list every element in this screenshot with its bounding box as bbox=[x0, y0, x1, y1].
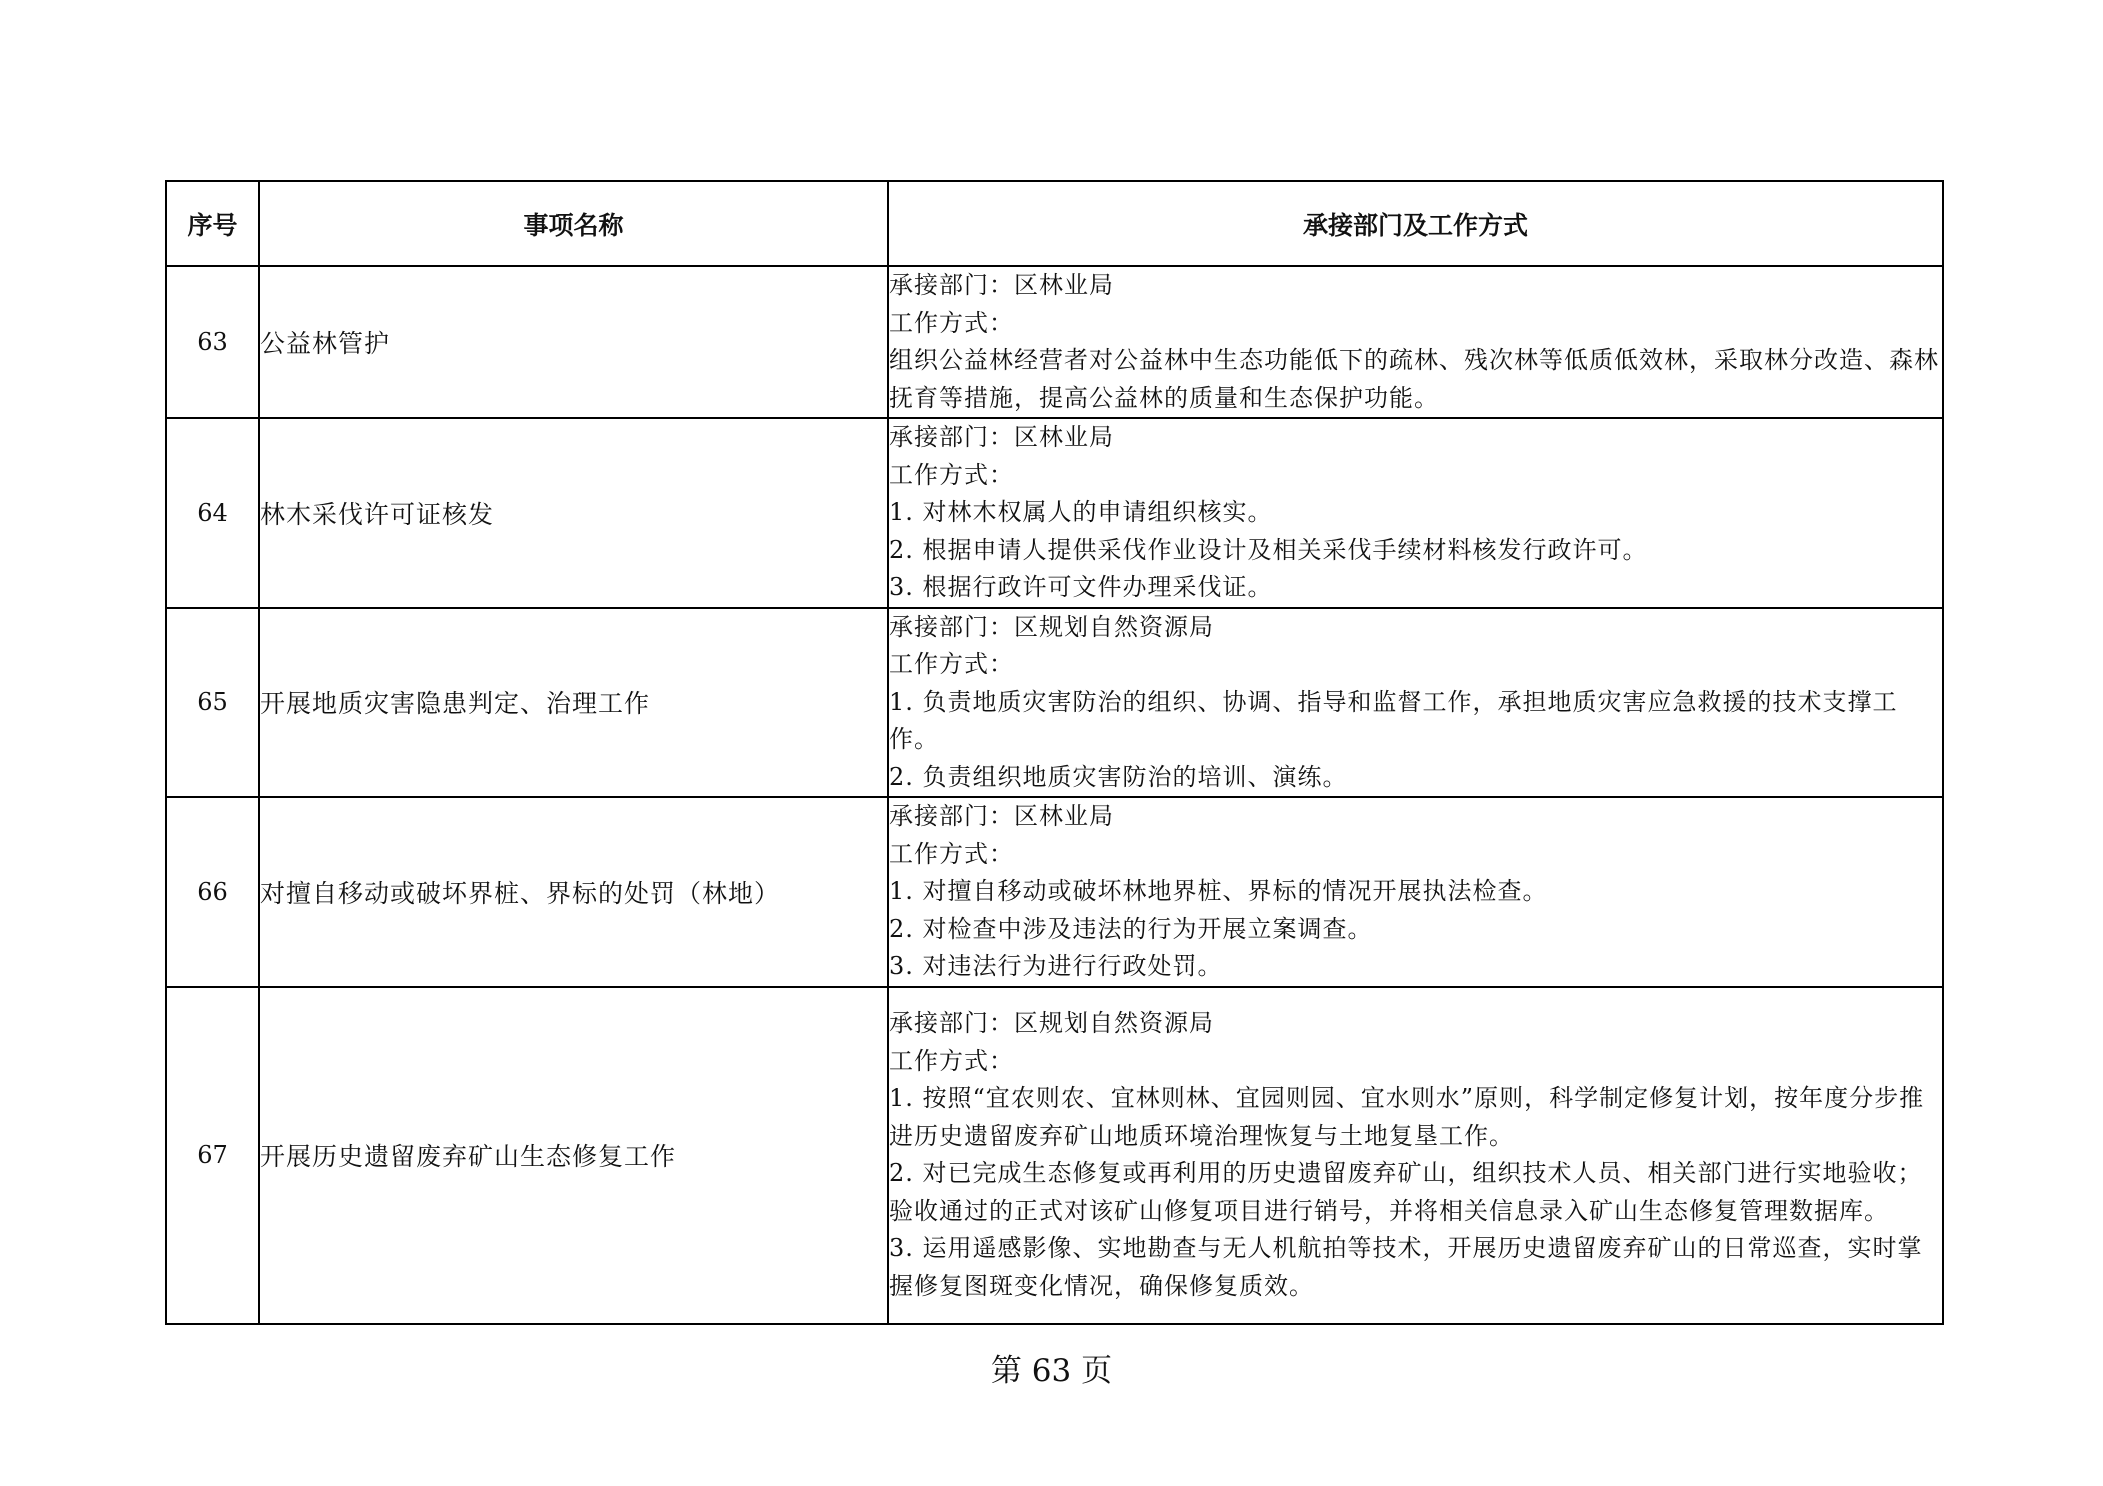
dept-line: 承接部门：区林业局 bbox=[889, 423, 1114, 451]
work-item: 2. 负责组织地质灾害防治的培训、演练。 bbox=[889, 762, 1348, 791]
work-cell bbox=[888, 608, 1943, 798]
work-cell bbox=[888, 987, 1943, 1324]
mode-line: 工作方式： bbox=[889, 839, 1014, 868]
row-number: 66 bbox=[166, 797, 259, 987]
row-number: 63 bbox=[166, 266, 259, 418]
dept-line: 承接部门：区林业局 bbox=[889, 802, 1114, 830]
table-row bbox=[166, 987, 1943, 1324]
dept-line: 承接部门：区林业局 bbox=[889, 271, 1114, 299]
matter-name: 开展历史遗留废弃矿山生态修复工作 bbox=[259, 987, 888, 1324]
work-item: 2. 根据申请人提供采伐作业设计及相关采伐手续材料核发行政许可。 bbox=[889, 535, 1648, 564]
page-number: 第 63 页 bbox=[990, 1353, 1113, 1389]
matter-name: 对擅自移动或破坏界桩、界标的处罚（林地） bbox=[259, 797, 888, 987]
work-item: 1. 负责地质灾害防治的组织、协调、指导和监督工作，承担地质灾害应急救援的技术支撑工作。 bbox=[889, 687, 1898, 753]
matter-name: 林木采伐许可证核发 bbox=[259, 418, 888, 608]
table-row bbox=[166, 418, 1943, 608]
table-row bbox=[166, 266, 1943, 418]
matter-name: 开展地质灾害隐患判定、治理工作 bbox=[259, 608, 888, 798]
dept-line: 承接部门：区规划自然资源局 bbox=[889, 1009, 1214, 1037]
table-header-row bbox=[166, 181, 1943, 266]
work-item: 3. 运用遥感影像、实地勘查与无人机航拍等技术，开展历史遗留废弃矿山的日常巡查，实时掌握修复图斑变化情况，确保修复质效。 bbox=[889, 1234, 1923, 1300]
mode-line: 工作方式： bbox=[889, 308, 1014, 337]
table-row bbox=[166, 608, 1943, 798]
work-item: 2. 对检查中涉及违法的行为开展立案调查。 bbox=[889, 914, 1373, 943]
work-cell bbox=[888, 418, 1943, 608]
header-work: 承接部门及工作方式 bbox=[888, 181, 1943, 266]
work-item: 1. 对擅自移动或破坏林地界桩、界标的情况开展执法检查。 bbox=[889, 877, 1548, 905]
mode-line: 工作方式： bbox=[889, 460, 1014, 489]
work-item: 3. 根据行政许可文件办理采伐证。 bbox=[889, 573, 1273, 601]
matters-table bbox=[165, 180, 1944, 1325]
work-item: 2. 对已完成生态修复或再利用的历史遗留废弃矿山，组织技术人员、相关部门进行实地验收；验收通过的正式对该矿山修复项目进行销号，并将相关信息录入矿山生态修复管理数据库。 bbox=[889, 1159, 1923, 1225]
header-name: 事项名称 bbox=[259, 181, 888, 266]
header-no: 序号 bbox=[166, 181, 259, 266]
dept-line: 承接部门：区规划自然资源局 bbox=[889, 612, 1214, 641]
row-number: 67 bbox=[166, 987, 259, 1324]
work-cell bbox=[888, 797, 1943, 987]
row-number: 65 bbox=[166, 608, 259, 798]
mode-line: 工作方式： bbox=[889, 1046, 1014, 1075]
work-cell bbox=[888, 266, 1943, 418]
mode-line: 工作方式： bbox=[889, 650, 1014, 678]
table-row bbox=[166, 797, 1943, 987]
work-item: 3. 对违法行为进行行政处罚。 bbox=[889, 952, 1223, 980]
work-item: 组织公益林经营者对公益林中生态功能低下的疏林、残次林等低质低效林，采取林分改造、森林抚育等措施，提高公益林的质量和生态保护功能。 bbox=[889, 346, 1939, 412]
matter-name: 公益林管护 bbox=[259, 266, 888, 418]
row-number: 64 bbox=[166, 418, 259, 608]
work-item: 1. 对林木权属人的申请组织核实。 bbox=[889, 498, 1273, 526]
work-item: 1. 按照“宜农则农、宜林则林、宜园则园、宜水则水”原则，科学制定修复计划，按年度分步推进历史遗留废弃矿山地质环境治理恢复与土地复垦工作。 bbox=[889, 1084, 1925, 1150]
